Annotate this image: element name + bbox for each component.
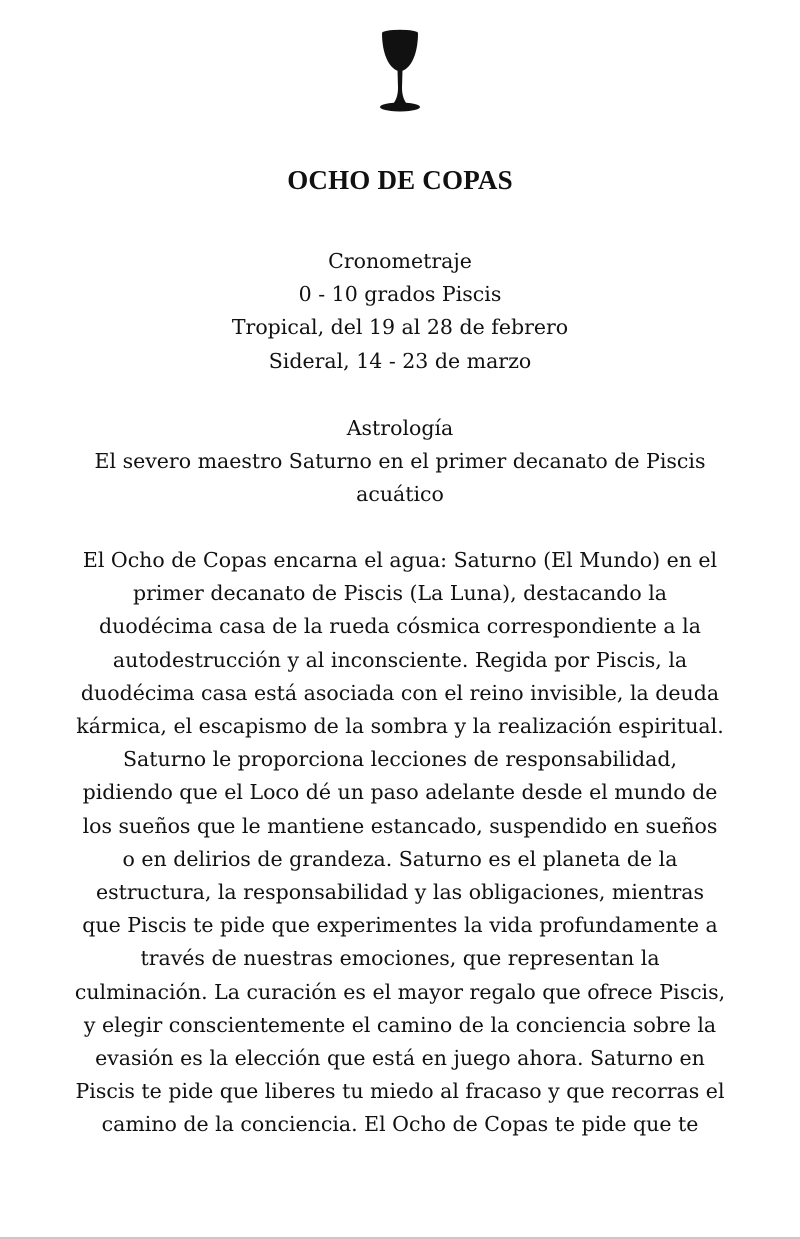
body-line: autodestrucción y al inconsciente. Regida por Piscis, la [112,647,688,672]
timing-section [40,245,760,378]
timing-sidereal: Sideral, 14 - 23 de marzo [268,348,532,373]
cup-icon [377,28,423,114]
card-title: OCHO DE COPAS [287,165,513,195]
body-line: kármica, el escapismo de la sombra y la realización espiritual. [76,714,724,739]
body-line: camino de la conciencia. El Ocho de Copas te pide que te [101,1112,699,1137]
body-line: El Ocho de Copas encarna el agua: Saturno (El Mundo) en el [82,548,718,572]
body-line: Saturno le proporciona lecciones de responsabilidad, [123,747,677,772]
body-line: los sueños que le mantiene estancado, suspendido en sueños [82,813,718,838]
body-line: o en delirios de grandeza. Saturno es el planeta de la [122,846,678,871]
body-line: duodécima casa está asociada con el reino invisible, la deuda [80,680,720,705]
body-line: través de nuestras emociones, que representan la [140,946,660,971]
astrology-section [40,412,760,512]
astrology-line: acuático [356,482,444,507]
body-line: Piscis te pide que liberes tu miedo al fracaso y que recorras el [75,1079,725,1104]
body-line: y elegir conscientemente el camino de la conciencia sobre la [83,1012,717,1037]
body-line: pidiendo que el Loco dé un paso adelante desde el mundo de [82,780,718,805]
timing-degrees: 0 - 10 grados Piscis [298,282,502,307]
timing-heading: Cronometraje [328,249,472,273]
body-line: que Piscis te pide que experimentes la vida profundamente a [82,913,718,938]
astrology-heading: Astrología [346,416,454,440]
astrology-line: El severo maestro Saturno en el primer decanato de Piscis [94,449,706,474]
timing-tropical: Tropical, del 19 al 28 de febrero [231,315,569,340]
body-line: primer decanato de Piscis (La Luna), destacando la [132,581,668,606]
body-line: duodécima casa de la rueda cósmica correspondiente a la [99,614,701,639]
body-line: estructura, la responsabilidad y las obligaciones, mientras [95,880,704,905]
body-line: evasión es la elección que está en juego ahora. Saturno en [95,1046,705,1071]
body-paragraph [40,544,760,1142]
body-line: culminación. La curación es el mayor regalo que ofrece Piscis, [74,979,726,1004]
